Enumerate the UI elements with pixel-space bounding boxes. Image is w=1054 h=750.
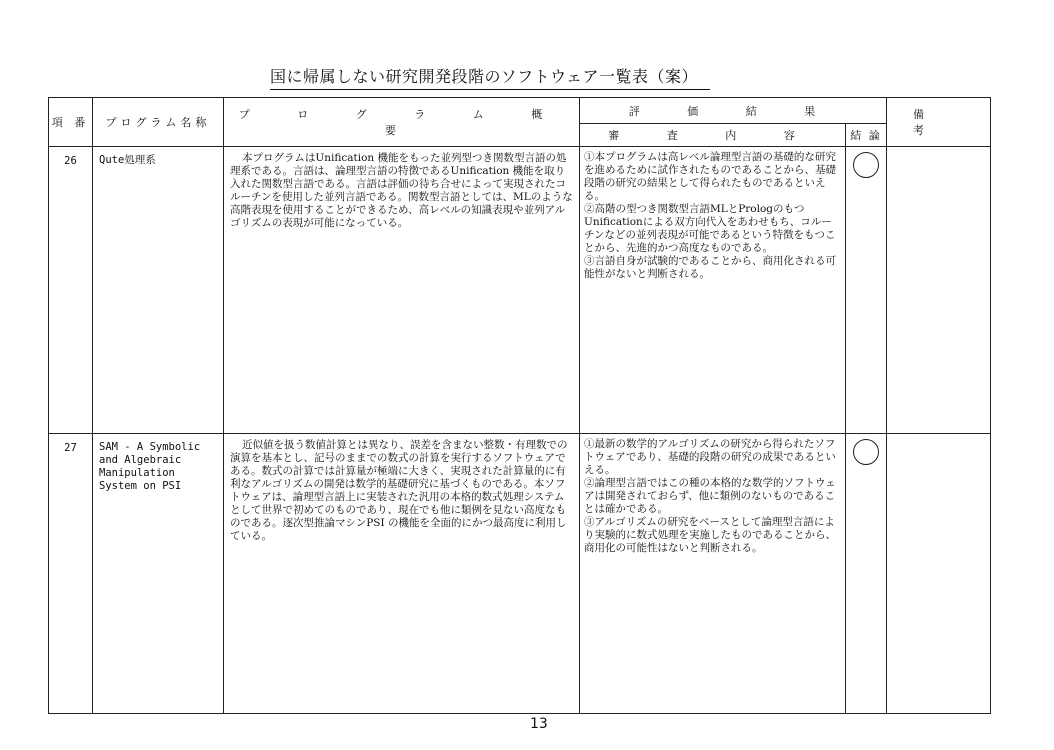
software-list-table <box>48 97 991 714</box>
header-row-1 <box>49 98 991 124</box>
header-conclusion: 結 論 <box>846 124 887 147</box>
program-overview: 本プログラムはUnification 機能をもった並列型つき関数型言語の処理系である。言語は、論理型言語の特徴であるUnification 機能を取り入れた関数型言語である。言語は評価の待ち合せによって実現されたコルーチンを使用した並列言語である。関数型言語としては、MLのような高階表現を使用することができるため、高レベルの知識表現や並列アルゴリズムの表現が可能になっている。 <box>224 147 580 434</box>
table-row <box>49 434 991 714</box>
item-number: 26 <box>49 147 93 434</box>
header-program-name: プログラム名称 <box>93 98 224 147</box>
header-overview: プ ロ グ ラ ム 概 要 <box>224 98 580 147</box>
review-point: ②論理型言語ではこの種の本格的な数学的ソフトウェアは開発されておらず、他に類例のないものであることは確かである。 <box>584 477 836 515</box>
circle-mark-icon <box>853 439 879 465</box>
review-content <box>580 434 846 714</box>
remarks-cell <box>887 147 991 434</box>
review-point: ②高階の型つき関数型言語MLとPrologのもつUnificationによる双方向代入をあわせもち、コルーチンなどの並列表現が可能であるという特徴をもつことから、先進的かつ高度なものである。 <box>584 203 836 254</box>
conclusion-cell <box>846 147 887 434</box>
document-title: 国に帰属しない研究開発段階のソフトウェア一覧表（案） <box>270 64 710 90</box>
program-name: Qute処理系 <box>93 147 224 434</box>
review-point: ①本プログラムは高レベル論理型言語の基礎的な研究を進めるために試作されたものであることから、基礎段階の研究の結果として得られたものであるといえる。 <box>584 151 836 202</box>
table-row <box>49 147 991 434</box>
item-number: 27 <box>49 434 93 714</box>
circle-mark-icon <box>853 152 879 178</box>
remarks-cell <box>887 434 991 714</box>
review-content <box>580 147 846 434</box>
program-overview: 近似値を扱う数値計算とは異なり、誤差を含まない整数・有理数での演算を基本とし、記号のままでの数式の計算を実行するソフトウェアである。数式の計算では計算量が極端に大きく、実現された計算量的に有利なアルゴリズムの開発は数学的基礎研究に基づくものである。本ソフトウェアは、論理型言語上に実装された汎用の本格的数式処理システムとして世界で初めてのものであり、現在でも他に類例を見ない高度なものである。逐次型推論マシンPSI の機能を全面的にかつ最高度に利用している。 <box>224 434 580 714</box>
conclusion-cell <box>846 434 887 714</box>
header-item-no: 項 番 <box>49 98 93 147</box>
page-number: 13 <box>530 716 548 732</box>
header-remarks: 備 考 <box>887 98 991 147</box>
program-name: SAM - A Symbolic and Algebraic Manipulation System on PSI <box>93 434 224 714</box>
header-review-content: 審 査 内 容 <box>580 124 846 147</box>
review-point: ③言語自身が試験的であることから、商用化される可能性がないと判断される。 <box>584 255 836 280</box>
review-point: ③アルゴリズムの研究をベースとして論理型言語により実験的に数式処理を実施したものであることから、商用化の可能性はないと判断される。 <box>584 516 836 554</box>
review-point: ①最新の数学的アルゴリズムの研究から得られたソフトウェアであり、基礎的段階の研究の成果であるといえる。 <box>584 438 836 476</box>
header-evaluation: 評 価 結 果 <box>580 98 887 124</box>
